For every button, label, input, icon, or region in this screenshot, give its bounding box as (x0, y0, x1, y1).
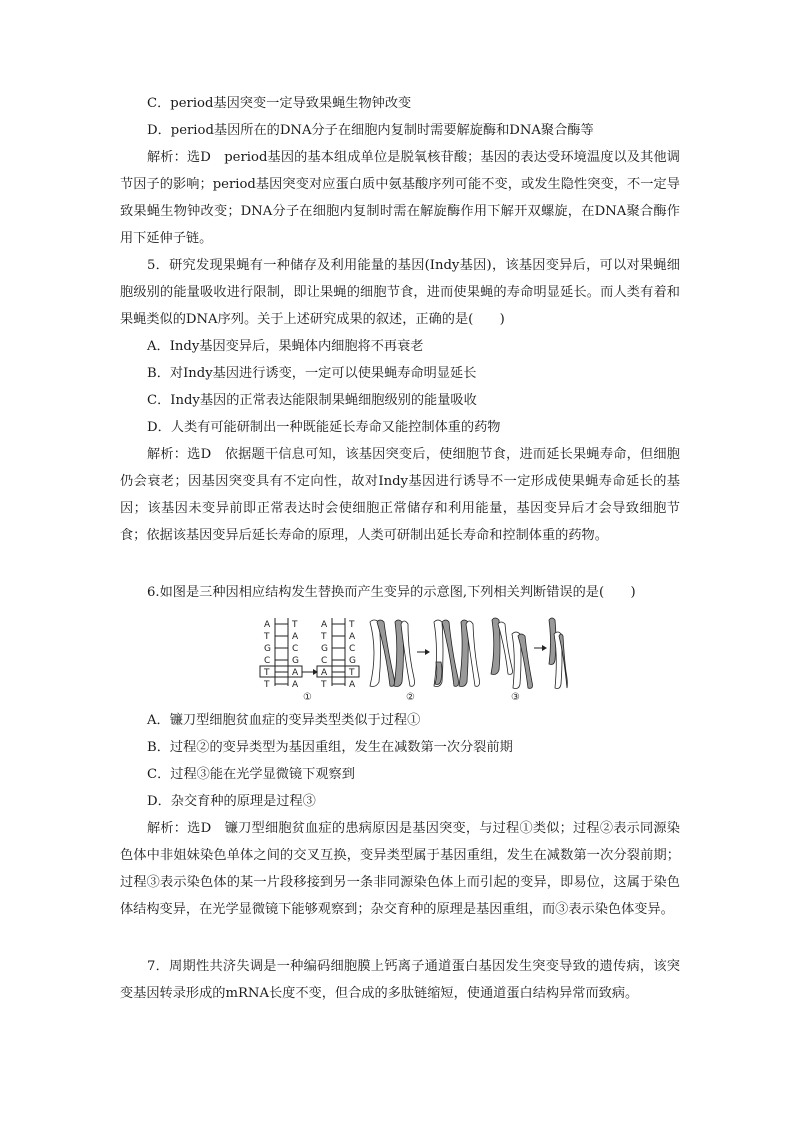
dna-base: A (349, 632, 356, 642)
dna-base: A (321, 668, 328, 678)
dna-base: T (264, 632, 270, 642)
dna-base: C (349, 644, 356, 654)
option-c-q4: C．period基因突变一定导致果蝇生物钟改变 (147, 96, 412, 111)
dna-base: A (264, 620, 271, 630)
analysis-q5: 解析：选D 依据题干信息可知，该基因突变后，使细胞节食，进而延长果蝇寿命，但细胞仍会衰老；因基因突变具有不定向性，故对Indy基因进行诱导不一定形成使果蝇寿命延长的基因；该基因未变异前即正常表达时会使细胞正常储存和利用能量，基因变异后才会导致细胞节食；依据该基因变异后延长寿命的原理，人类可研制出延长寿命和控制体重的药物。 (120, 447, 680, 543)
dna-right (320, 618, 356, 690)
dna-base: T (292, 620, 298, 630)
option-a-q5: A．Indy基因变异后，果蝇体内细胞将不再衰老 (147, 339, 424, 354)
arrowhead-icon (425, 649, 430, 655)
variation-diagram (258, 612, 568, 704)
option-c-q6: C．过程③能在光学显微镜下观察到 (147, 767, 355, 782)
dna-base: T (321, 680, 327, 690)
dna-base: T (264, 680, 270, 690)
option-b-q6: B．过程②的变异类型为基因重组，发生在减数第一次分裂前期 (147, 740, 513, 755)
question-5: 5．研究发现果蝇有一种储存及利用能量的基因(Indy基因)，该基因变异后，可以对果蝇细胞级别的能量吸收进行限制，即让果蝇的细胞节食，进而使果蝇的寿命明显延长。而人类有着和果蝇类似的DNA序列。关于上述研究成果的叙述，正确的是( ) (120, 258, 680, 327)
label-process-2: ② (406, 692, 415, 703)
variation-figure (258, 612, 568, 704)
analysis-q4: 解析：选D period基因的基本组成单位是脱氧核苷酸；基因的表达受环境温度以及其他调节因子的影响；period基因突变对应蛋白质中氨基酸序列可能不变，或发生隐性突变，不一定导致果蝇生物钟改变；DNA分子在细胞内复制时需在解旋酶作用下解开双螺旋，在DNA聚合酶作用下延伸子链。 (120, 150, 680, 246)
question-6: 6.如图是三种因相应结构发生替换而产生变异的示意图,下列相关判断错误的是( ) (147, 585, 636, 600)
dna-base: A (292, 680, 299, 690)
translocated-chromosomes (549, 618, 567, 689)
crossover-chromosomes (370, 620, 415, 687)
translocation-chromosomes (491, 618, 533, 689)
dna-base: T (349, 620, 355, 630)
dna-base: G (349, 656, 356, 666)
option-d-q5: D．人类有可能研制出一种既能延长寿命又能控制体重的药物 (147, 420, 501, 435)
analysis-q6: 解析：选D 镰刀型细胞贫血症的患病原因是基因突变，与过程①类似；过程②表示同源染色体中非姐妹染色单体之间的交叉互换，变异类型属于基因重组，发生在减数第一次分裂前期；过程③表示染色体的某一片段移接到另一条非同源染色体上而引起的变异，即易位，这属于染色体结构变异，在光学显微镜下能够观察到；杂交育种的原理是基因重组，而③表示染色体变异。 (120, 821, 680, 917)
option-a-q6: A．镰刀型细胞贫血症的变异类型类似于过程① (147, 713, 421, 728)
option-d-q4: D．period基因所在的DNA分子在细胞内复制时需要解旋酶和DNA聚合酶等 (147, 123, 594, 138)
dna-base: T (321, 632, 327, 642)
dna-base: T (264, 668, 270, 678)
dna-base: G (321, 644, 328, 654)
dna-base: A (292, 668, 299, 678)
dna-base: A (292, 632, 299, 642)
dna-base: G (264, 644, 271, 654)
dna-base: C (292, 644, 299, 654)
dna-base: C (321, 656, 328, 666)
dna-base: T (349, 668, 355, 678)
option-d-q6: D．杂交育种的原理是过程③ (147, 794, 316, 809)
question-7: 7．周期性共济失调是一种编码细胞膜上钙离子通道蛋白基因发生突变导致的遗传病，该突变基因转录形成的mRNA长度不变，但合成的多肽链缩短，使通道蛋白结构异常而致病。 (120, 959, 680, 1001)
option-b-q5: B．对Indy基因进行诱变，一定可以使果蝇寿命明显延长 (147, 366, 477, 381)
dna-base: G (292, 656, 299, 666)
dna-left (263, 618, 299, 690)
recombinant-chromosomes (434, 620, 480, 687)
dna-base: A (321, 620, 328, 630)
arrowhead-icon (542, 645, 547, 651)
dna-base: C (264, 656, 271, 666)
option-c-q5: C．Indy基因的正常表达能限制果蝇细胞级别的能量吸收 (147, 393, 477, 408)
dna-base: A (349, 680, 356, 690)
label-process-1: ① (303, 692, 312, 703)
label-process-3: ③ (511, 692, 520, 703)
